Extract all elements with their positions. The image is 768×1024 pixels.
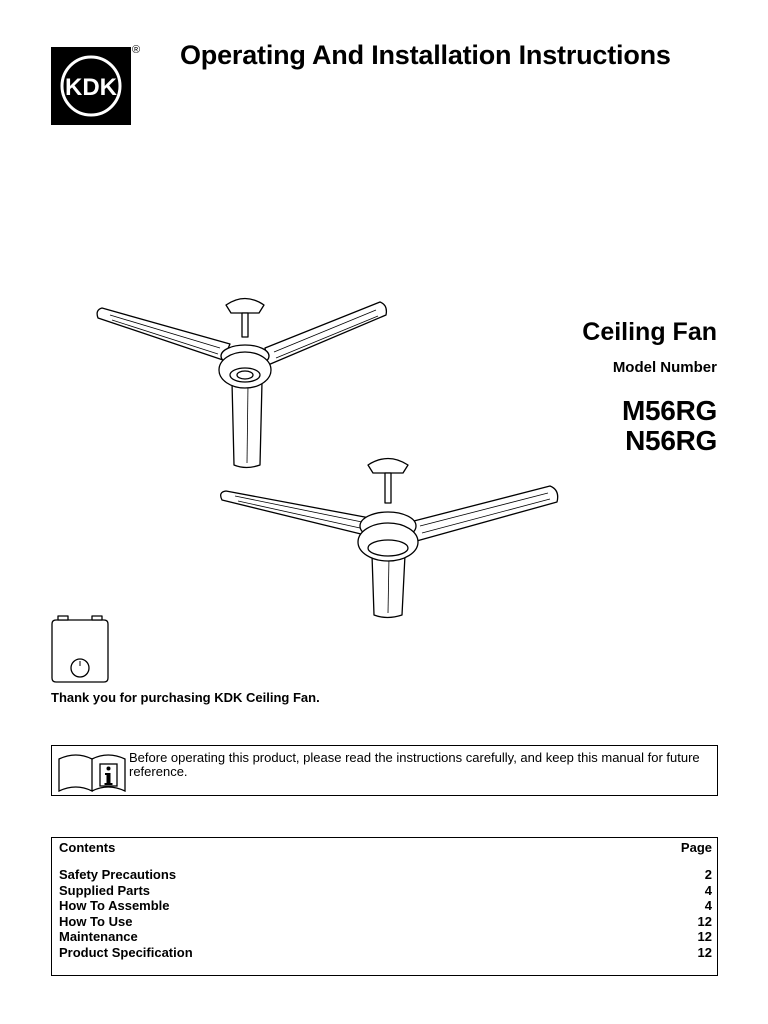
- toc-item-label: Safety Precautions: [59, 867, 177, 882]
- toc-item-page: 4: [704, 882, 712, 898]
- kdk-logo: [51, 47, 131, 125]
- model-number-1: M56RG: [622, 395, 717, 426]
- contents-list: [59, 867, 712, 960]
- notice-text: Before operating this product, please read the instructions carefully, and keep this manual for future reference.: [129, 750, 700, 779]
- thank-you-text: Thank you for purchasing KDK Ceiling Fan.: [51, 690, 320, 705]
- ceiling-fan-illustration-1: [97, 299, 386, 468]
- toc-item-how-to-use[interactable]: [59, 914, 712, 930]
- toc-item-label: Product Specification: [59, 944, 193, 960]
- page-title: Operating And Installation Instructions: [180, 40, 671, 70]
- toc-item-maintenance[interactable]: [59, 929, 712, 945]
- model-number-label: Model Number: [612, 359, 717, 376]
- read-manual-info-icon: [56, 749, 128, 793]
- toc-item-label: Maintenance: [59, 929, 138, 944]
- contents-box: [51, 837, 718, 976]
- fan-illustrations: [40, 280, 580, 690]
- product-name: Ceiling Fan: [582, 318, 717, 346]
- toc-item-page: 2: [704, 867, 712, 882]
- toc-item-product-specification[interactable]: [59, 945, 712, 961]
- kdk-logo-icon: [51, 47, 131, 125]
- toc-item-page: 12: [697, 944, 712, 960]
- contents-heading: Contents: [59, 840, 116, 855]
- registered-mark: ®: [132, 44, 141, 56]
- page-heading: Page: [680, 840, 712, 855]
- logo-text: KDK: [65, 74, 117, 101]
- toc-item-label: How To Assemble: [59, 898, 170, 913]
- toc-item-label: How To Use: [59, 913, 133, 929]
- toc-item-page: 12: [697, 913, 712, 929]
- toc-item-label: Supplied Parts: [59, 882, 151, 898]
- toc-item-safety-precautions[interactable]: [59, 867, 712, 883]
- notice-box: [51, 745, 718, 796]
- toc-item-page: 12: [697, 929, 712, 944]
- toc-item-supplied-parts[interactable]: [59, 883, 712, 899]
- model-number-2: N56RG: [625, 425, 717, 456]
- contents-header: [59, 840, 712, 855]
- fan-regulator-illustration: [52, 616, 108, 682]
- toc-item-page: 4: [704, 898, 712, 913]
- toc-item-how-to-assemble[interactable]: [59, 898, 712, 914]
- ceiling-fan-illustration-2: [221, 459, 558, 618]
